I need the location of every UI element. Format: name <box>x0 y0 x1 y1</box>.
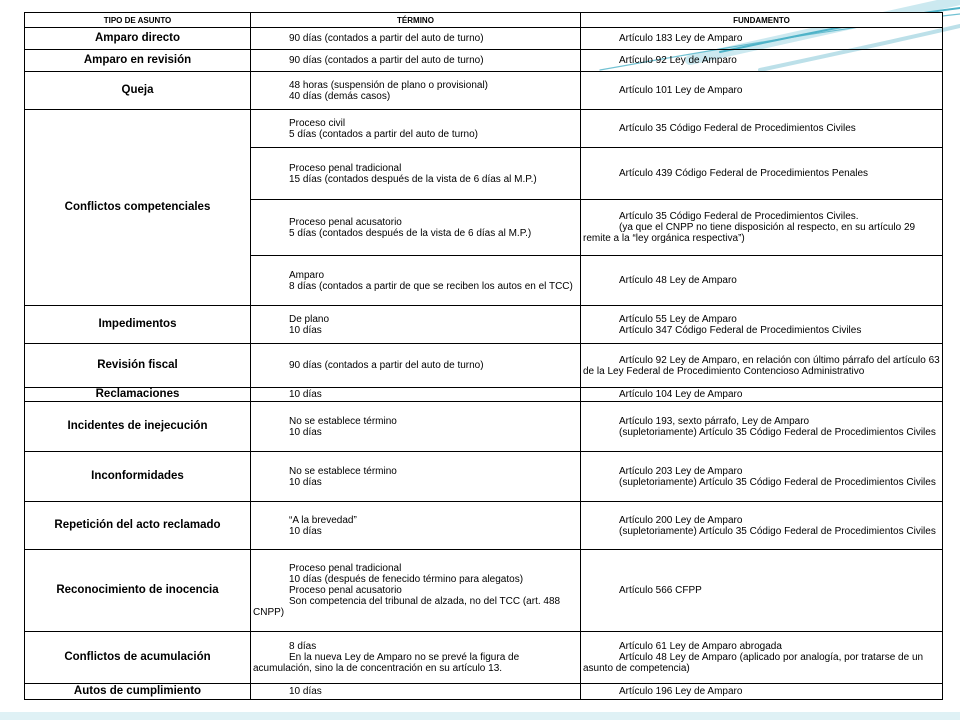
row-asunto: Inconformidades <box>25 452 251 502</box>
row-termino <box>251 148 581 200</box>
fundamento-line: Artículo 55 Ley de Amparo <box>619 313 737 325</box>
table-row <box>25 684 943 700</box>
row-termino <box>251 502 581 550</box>
row-fundamento <box>581 344 943 388</box>
row-asunto: Reclamaciones <box>25 388 251 402</box>
termino-line: En la nueva Ley de Amparo no se prevé la figura de acumulación, sino la de concentración en su artículo 13. <box>253 652 520 674</box>
termino-line: 90 días (contados a partir del auto de turno) <box>289 33 484 44</box>
table-row <box>25 452 943 502</box>
fundamento-line: Artículo 183 Ley de Amparo <box>619 33 743 44</box>
fundamento-line: Artículo 203 Ley de Amparo <box>619 465 743 477</box>
termino-line: 5 días (contados después de la vista de 6 días al M.P.) <box>289 227 532 239</box>
fundamento-line: (supletoriamente) Artículo 35 Código Federal de Procedimientos Civiles <box>619 476 936 488</box>
row-termino <box>251 256 581 306</box>
row-fundamento <box>581 550 943 632</box>
termino-line: 10 días <box>289 389 322 400</box>
termino-line: 10 días <box>289 324 322 336</box>
row-termino <box>251 452 581 502</box>
row-asunto: Reconocimiento de inocencia <box>25 550 251 632</box>
termino-line: 90 días (contados a partir del auto de turno) <box>289 360 484 371</box>
termino-line: 10 días <box>289 686 322 697</box>
row-asunto: Impedimentos <box>25 306 251 344</box>
termino-line: 10 días <box>289 525 322 537</box>
fundamento-line: Artículo 196 Ley de Amparo <box>619 686 743 697</box>
row-fundamento <box>581 306 943 344</box>
row-fundamento <box>581 110 943 148</box>
row-termino <box>251 306 581 344</box>
fundamento-line: Artículo 48 Ley de Amparo <box>619 275 737 286</box>
table-header-row <box>25 13 943 28</box>
row-fundamento <box>581 452 943 502</box>
fundamento-line: Artículo 48 Ley de Amparo (aplicado por analogía, por tratarse de un asunto de competencia) <box>583 652 924 674</box>
fundamento-line: Artículo 193, sexto párrafo, Ley de Amparo <box>619 415 810 427</box>
row-termino <box>251 200 581 256</box>
row-fundamento <box>581 402 943 452</box>
header-termino: TÉRMINO <box>251 13 581 28</box>
fundamento-line: Artículo 566 CFPP <box>619 585 702 596</box>
row-termino <box>251 28 581 50</box>
row-asunto: Repetición del acto reclamado <box>25 502 251 550</box>
termino-line: Proceso civil <box>289 117 346 129</box>
row-termino <box>251 402 581 452</box>
termino-line: Proceso penal acusatorio <box>289 585 402 596</box>
row-termino <box>251 684 581 700</box>
termino-line: 8 días <box>289 641 317 652</box>
row-fundamento <box>581 256 943 306</box>
table-row <box>25 28 943 50</box>
row-asunto: Conflictos competenciales <box>25 110 251 306</box>
row-termino <box>251 632 581 684</box>
termino-line: Proceso penal tradicional <box>289 162 402 174</box>
header-tipo-de-asunto: TIPO DE ASUNTO <box>25 13 251 28</box>
termino-line: “A la brevedad” <box>289 514 357 526</box>
table-row <box>25 50 943 72</box>
row-fundamento <box>581 388 943 402</box>
fundamento-line: Artículo 61 Ley de Amparo abrogada <box>619 641 782 652</box>
termino-line: 40 días (demás casos) <box>289 90 391 102</box>
row-asunto: Incidentes de inejecución <box>25 402 251 452</box>
row-fundamento <box>581 28 943 50</box>
table-row <box>25 632 943 684</box>
table-row <box>25 402 943 452</box>
row-asunto: Autos de cumplimiento <box>25 684 251 700</box>
row-fundamento <box>581 684 943 700</box>
fundamento-line: Artículo 35 Código Federal de Procedimientos Civiles. <box>619 211 859 222</box>
fundamento-line: (supletoriamente) Artículo 35 Código Federal de Procedimientos Civiles <box>619 525 936 537</box>
table-row <box>25 110 943 148</box>
row-termino <box>251 50 581 72</box>
row-asunto: Conflictos de acumulación <box>25 632 251 684</box>
termino-line: 15 días (contados después de la vista de 6 días al M.P.) <box>289 173 537 185</box>
row-termino <box>251 72 581 110</box>
termino-line: 10 días <box>289 476 322 488</box>
termino-line: No se establece término <box>289 415 397 427</box>
asuntos-table-container <box>24 12 942 700</box>
row-asunto: Revisión fiscal <box>25 344 251 388</box>
table-row <box>25 502 943 550</box>
header-fundamento: FUNDAMENTO <box>581 13 943 28</box>
termino-line: Proceso penal acusatorio <box>289 216 402 228</box>
termino-line: No se establece término <box>289 465 397 477</box>
table-row <box>25 388 943 402</box>
fundamento-line: Artículo 92 Ley de Amparo, en relación con último párrafo del artículo 63 de la Ley Federal de Procedimiento Contencioso Administrativo <box>583 354 940 377</box>
termino-line: Son competencia del tribunal de alzada, no del TCC (art. 488 CNPP) <box>253 596 561 618</box>
fundamento-line: Artículo 104 Ley de Amparo <box>619 389 743 400</box>
fundamento-line: (supletoriamente) Artículo 35 Código Federal de Procedimientos Civiles <box>619 426 936 438</box>
row-termino <box>251 388 581 402</box>
fundamento-line: Artículo 35 Código Federal de Procedimientos Civiles <box>619 123 856 134</box>
asuntos-table <box>24 12 943 700</box>
row-fundamento <box>581 72 943 110</box>
termino-line: 5 días (contados a partir del auto de turno) <box>289 128 479 140</box>
row-asunto: Amparo en revisión <box>25 50 251 72</box>
row-termino <box>251 344 581 388</box>
row-fundamento <box>581 200 943 256</box>
row-termino <box>251 550 581 632</box>
fundamento-line: Artículo 347 Código Federal de Procedimientos Civiles <box>619 324 862 336</box>
table-row <box>25 306 943 344</box>
row-asunto: Amparo directo <box>25 28 251 50</box>
table-row <box>25 550 943 632</box>
termino-line: 10 días <box>289 426 322 438</box>
fundamento-line: Artículo 92 Ley de Amparo <box>619 55 737 66</box>
fundamento-line: Artículo 200 Ley de Amparo <box>619 514 743 526</box>
row-fundamento <box>581 148 943 200</box>
table-row <box>25 72 943 110</box>
row-termino <box>251 110 581 148</box>
termino-line: 10 días (después de fenecido término para alegatos) <box>289 574 524 585</box>
termino-line: 48 horas (suspensión de plano o provisional) <box>289 79 489 91</box>
row-fundamento <box>581 502 943 550</box>
termino-line: De plano <box>289 313 330 325</box>
termino-line: 8 días (contados a partir de que se reciben los autos en el TCC) <box>289 280 573 292</box>
row-asunto: Queja <box>25 72 251 110</box>
table-row <box>25 344 943 388</box>
termino-line: 90 días (contados a partir del auto de turno) <box>289 55 484 66</box>
row-fundamento <box>581 632 943 684</box>
fundamento-line: Artículo 439 Código Federal de Procedimientos Penales <box>619 168 869 179</box>
termino-line: Proceso penal tradicional <box>289 563 402 574</box>
row-fundamento <box>581 50 943 72</box>
fundamento-line: Artículo 101 Ley de Amparo <box>619 85 743 96</box>
fundamento-line: (ya que el CNPP no tiene disposición al respecto, en su artículo 29 remite a la “ley orgánica respectiva”) <box>583 222 916 244</box>
termino-line: Amparo <box>289 269 325 281</box>
